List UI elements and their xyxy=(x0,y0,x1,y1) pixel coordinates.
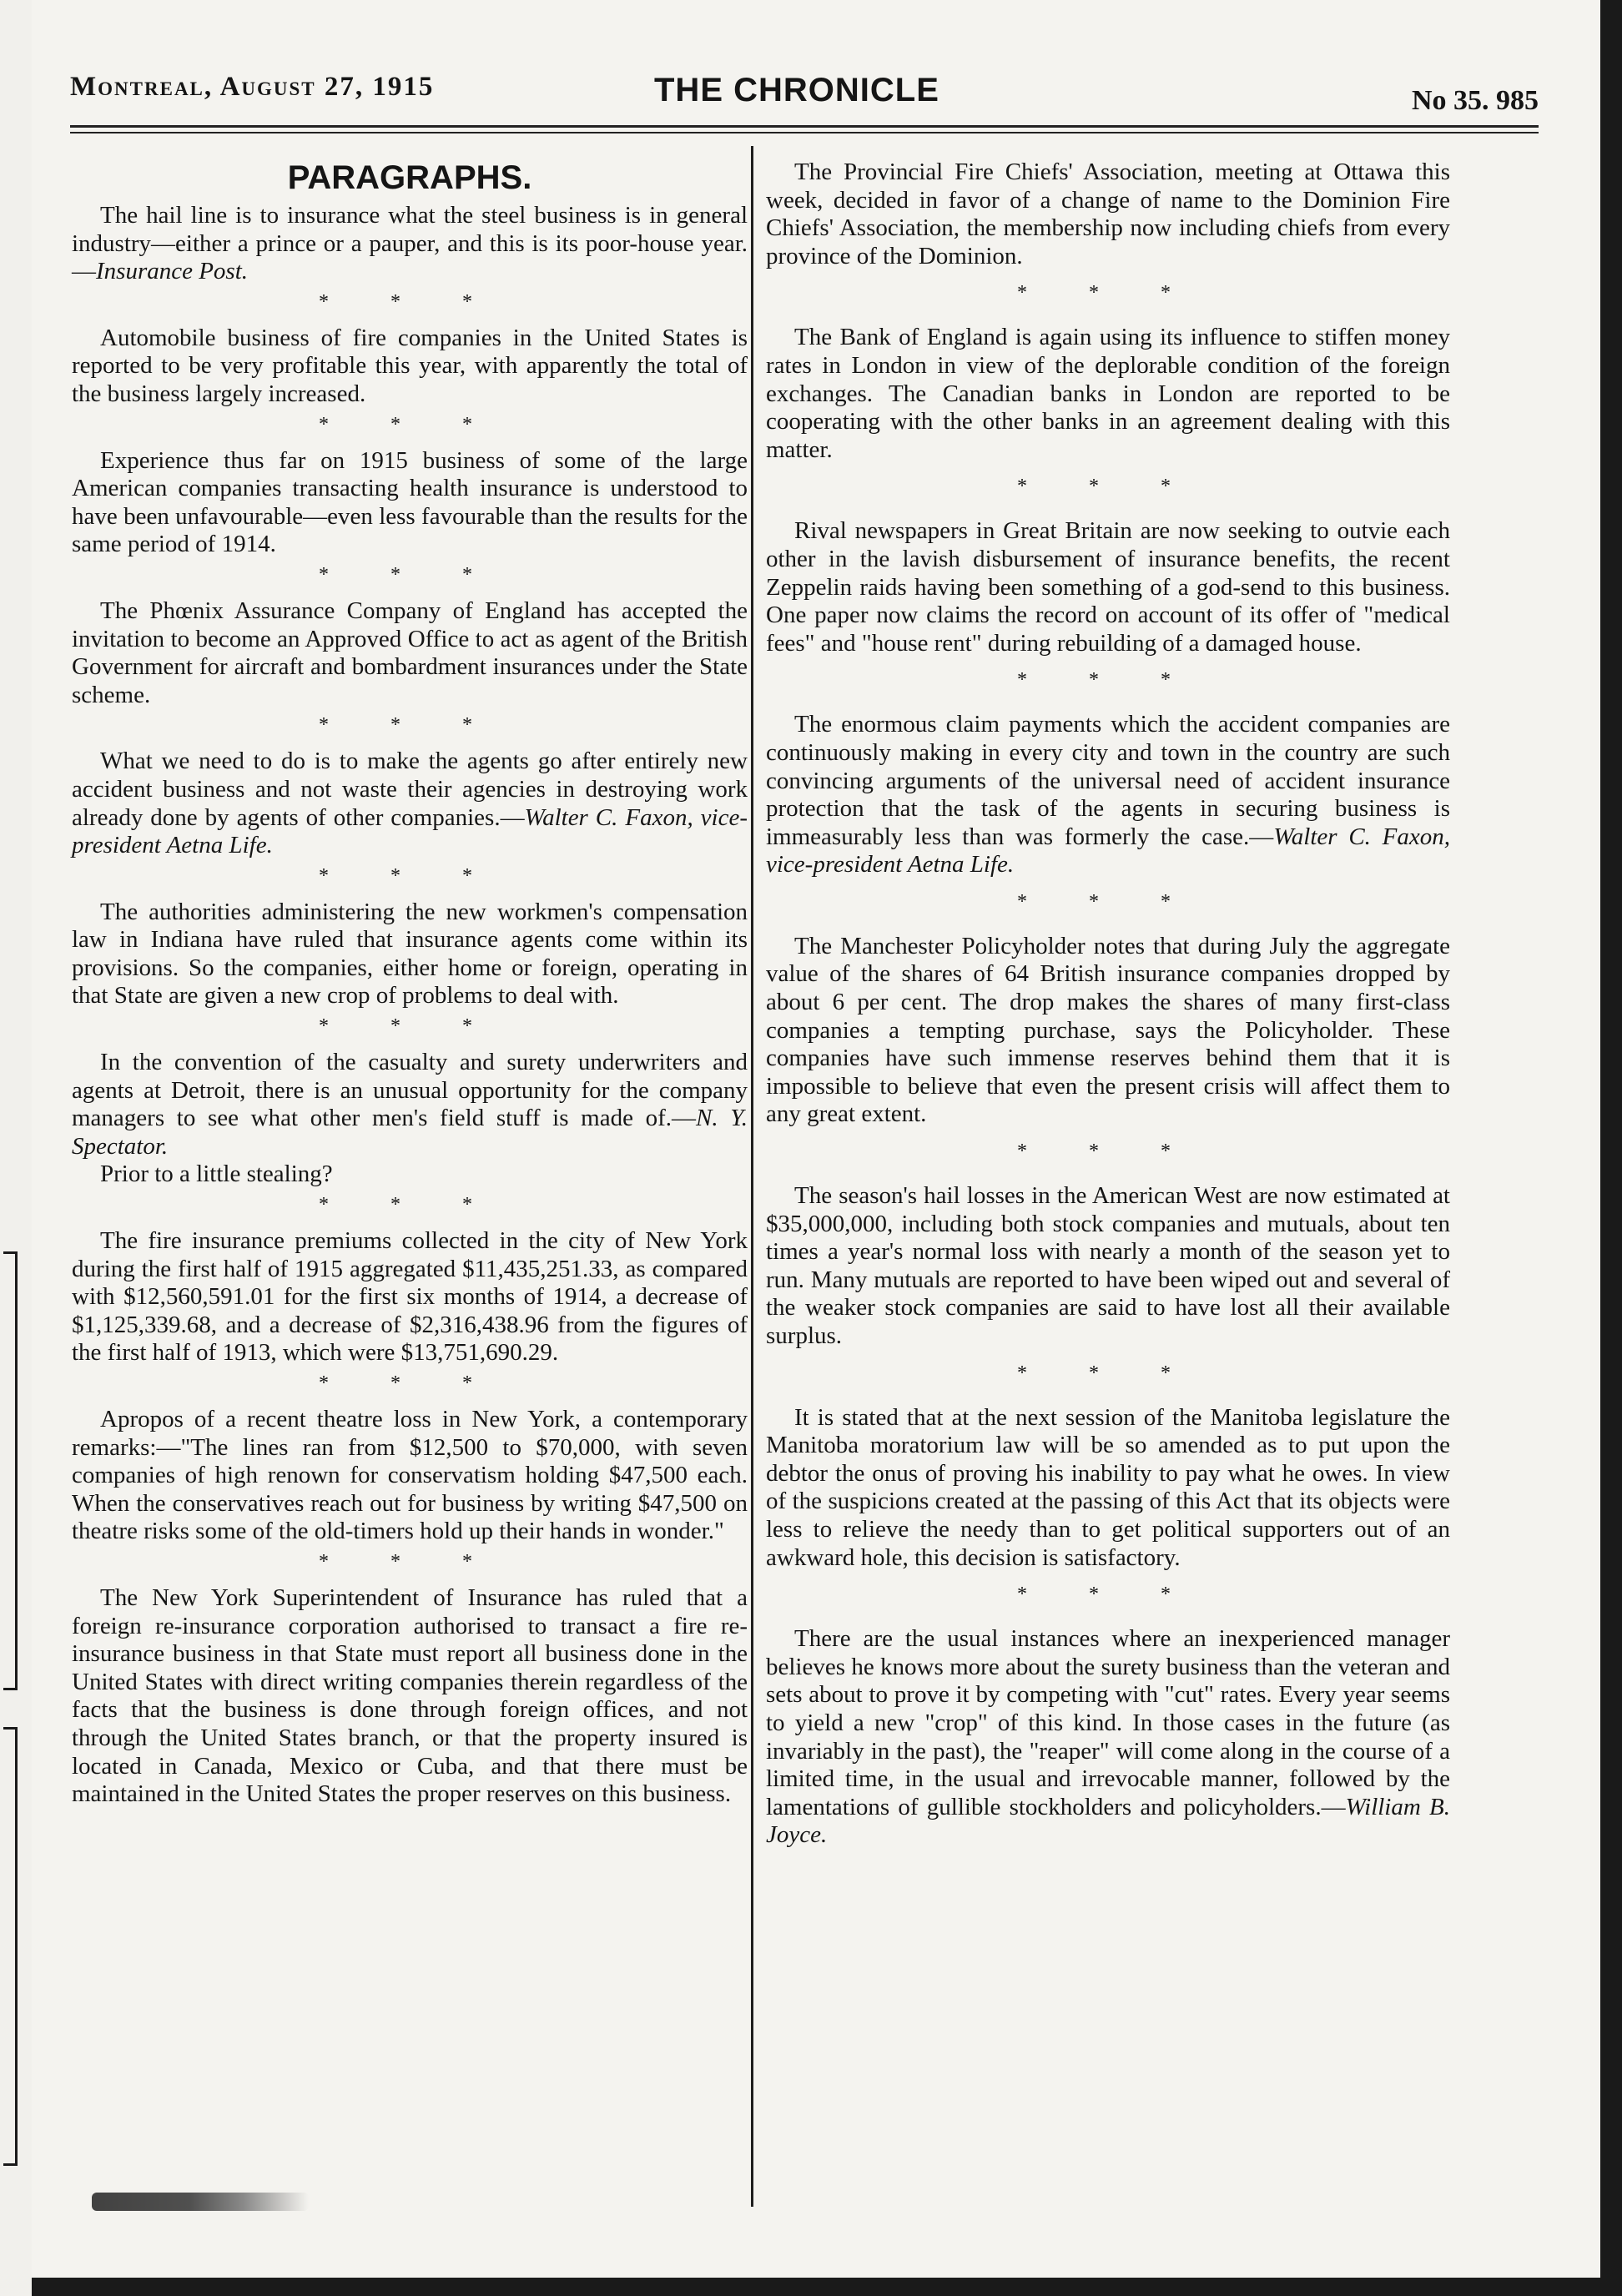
paragraph-attribution: William B. Joyce. xyxy=(766,1793,1450,1849)
article-paragraph xyxy=(72,1227,748,1367)
paragraph-text: The Provincial Fire Chiefs' Association, meeting at Ottawa this week, decided in favor of a change of name to the Dominion Fire Chiefs' Association, the membership now including chiefs from every province of the Dominion. xyxy=(766,159,1450,269)
page-header xyxy=(70,72,1539,130)
paragraph-text: The Phœnix Assurance Company of England has accepted the invitation to become an Approved Office to act as agent of the British Government for aircraft and bombardment insurances under the State scheme. xyxy=(72,597,748,708)
paragraph-text: The enormous claim payments which the accident companies are continuously making in every city and town in the country are such convincing arguments of the universal need of accident insurance protection that the task of the agents in securing business is immeasurably less than was formerly the case.— xyxy=(766,711,1450,850)
paragraph-text: The New York Superintendent of Insurance has ruled that a foreign re-insurance corporation authorised to transact a fire re-insurance business in that State must report all business done in the United States with direct writing companies therein regardless of the facts that the business is done through foreign offices, and not through the United States branch, or that the property insured is located in Canada, Mexico or Cuba, and that there must be maintained in the United States the proper reserves on this business. xyxy=(72,1584,748,1808)
article-paragraph xyxy=(766,933,1450,1129)
header-rule xyxy=(70,125,1539,128)
article-paragraph xyxy=(72,748,748,859)
header-rule xyxy=(70,132,1539,133)
section-separator: * * * xyxy=(1017,669,1199,692)
paragraph-text: Experience thus far on 1915 business of some of the large American companies transacting health insurance is understood to have been unfavourable—even less favourable than the results for the same period of 1914. xyxy=(72,446,748,558)
paragraph-attribution: Insurance Post. xyxy=(96,258,249,285)
left-paragraphs xyxy=(72,202,748,1809)
paragraph-text: The fire insurance premiums collected in the city of New York during the first half of 1915 aggregated $11,435,251.33, as compared with $12,560,591.01 for the first six months of 1914, a decrease of $1,125,339.68, and a decrease of $2,316,438.96 from the figures of the first half of 1913, which were $13,751,690.29. xyxy=(72,1227,748,1367)
article-paragraph xyxy=(72,1584,748,1809)
paragraph-text: It is stated that at the next session of the Manitoba legislature the Manitoba moratorium law will be so amended as to put upon the debtor the onus of proving his inability to pay what he owes. In view of the suspicions created at the passing of this Act that its objects were less to relieve the needy than to get political supporters out of an awkward hole, this decision is satisfactory. xyxy=(766,1403,1450,1571)
paragraph-text: In the convention of the casualty and surety underwriters and agents at Detroit, there is an unusual opportunity for the company managers to see what other men's field stuff is made of.— xyxy=(72,1049,748,1132)
paragraph-text: Automobile business of fire companies in the United States is reported to be very profitable this year, with apparently the total of the business largely increased. xyxy=(72,324,748,407)
paragraph-text: The Manchester Policyholder notes that during July the aggregate value of the shares of 64 British insurance companies dropped by about 6 per cent. The drop makes the shares of many first-class companies a tempting purchase, says the Policyholder. These companies have such immense reserves behind them that it is impossible to believe that even the present crisis will affect them to any great extent. xyxy=(766,932,1450,1128)
paragraph-text: There are the usual instances where an inexperienced manager believes he knows more about the surety business than the veteran and sets about to prove it by competing with "cut" rates. Every year seems to yield a new "crop" of this kind. In those cases in the future (as invariably in the past), the "reaper" will come along in the course of a limited time, in the usual and irrevocable manner, followed by the lamentations of gullible stockholders and policyholders.— xyxy=(766,1625,1450,1820)
paragraph-text: The authorities administering the new workmen's compensation law in Indiana have ruled that insurance agents come within its provisions. So the companies, either home or foreign, operating in that State are given a new crop of problems to deal with. xyxy=(72,898,748,1010)
column-divider xyxy=(751,146,753,2207)
section-separator: * * * xyxy=(1017,1140,1199,1163)
section-separator: * * * xyxy=(319,1550,501,1573)
article-paragraph xyxy=(72,202,748,286)
header-dateline: Montreal, August 27, 1915 xyxy=(70,72,435,102)
article-paragraph xyxy=(72,1049,748,1161)
article-paragraph xyxy=(766,517,1450,657)
article-paragraph xyxy=(72,447,748,559)
header-issue-page: No 35. 985 xyxy=(1411,85,1539,116)
paragraph-text: Apropos of a recent theatre loss in New York, a contemporary remarks:—"The lines ran from $12,500 to $70,000, with seven companies of high renown for conservatism holding $47,500 each. When the conservatives reach out for business by writing $47,500 on theatre risks some of the old-timers hold up their hands in wonder." xyxy=(72,1406,748,1545)
left-column xyxy=(72,159,748,1809)
ink-smudge xyxy=(92,2193,309,2211)
section-separator: * * * xyxy=(319,1372,501,1394)
paragraph-attribution: Walter C. Faxon, vice-president Aetna Life. xyxy=(72,803,748,859)
article-paragraph xyxy=(72,899,748,1010)
edge-bracket-mark xyxy=(3,1727,18,2166)
section-separator: * * * xyxy=(1017,282,1199,305)
paragraph-attribution: Walter C. Faxon, vice-president Aetna Life. xyxy=(766,823,1450,879)
page-left-margin xyxy=(0,0,32,2296)
article-paragraph xyxy=(766,159,1450,270)
section-separator: * * * xyxy=(319,563,501,586)
section-separator: * * * xyxy=(1017,476,1199,498)
section-separator: * * * xyxy=(319,1015,501,1038)
article-paragraph xyxy=(72,325,748,409)
article-paragraph xyxy=(72,597,748,709)
section-separator: * * * xyxy=(1017,890,1199,913)
article-paragraph xyxy=(766,711,1450,879)
section-separator: * * * xyxy=(319,714,501,737)
paragraph-text: What we need to do is to make the agents go after entirely new accident business and not waste their agencies in destroying work already done by agents of other companies.— xyxy=(72,748,748,831)
section-separator: * * * xyxy=(319,1194,501,1216)
section-separator: * * * xyxy=(1017,1584,1199,1606)
paragraph-aside: Prior to a little stealing? xyxy=(100,1161,333,1188)
paragraph-attribution: N. Y. Spectator. xyxy=(72,1105,748,1160)
paragraph-text: Rival newspapers in Great Britain are now seeking to outvie each other in the lavish disbursement of insurance benefits, the recent Zeppelin raids having been something of a god-send to this business. One paper now claims the record on account of its offer of "medical fees" and "house rent" during rebuilding of a damaged house. xyxy=(766,517,1450,657)
section-separator: * * * xyxy=(319,864,501,887)
right-paragraphs xyxy=(766,159,1450,1850)
section-title: PARAGRAPHS. xyxy=(287,159,532,196)
article-paragraph xyxy=(766,1625,1450,1850)
edge-bracket-mark xyxy=(3,1251,18,1690)
header-publication-title: THE CHRONICLE xyxy=(654,72,939,108)
article-paragraph xyxy=(72,1406,748,1546)
paragraph-text: The season's hail losses in the American West are now estimated at $35,000,000, including both stock companies and mutuals, about ten times a year's normal loss with nearly a month of the season yet to run. Many mutuals are reported to have been wiped out and several of the weaker stock companies are said to have lost all their available surplus. xyxy=(766,1182,1450,1349)
paragraph-text: The Bank of England is again using its influence to stiffen money rates in London in view of the deplorable condition of the foreign exchanges. The Canadian banks in London are reported to be cooperating with the other banks in an agreement dealing with this matter. xyxy=(766,324,1450,463)
section-separator: * * * xyxy=(1017,1362,1199,1384)
section-separator: * * * xyxy=(319,413,501,436)
right-column xyxy=(766,159,1450,1850)
paragraph-text: The hail line is to insurance what the steel business is in general industry—either a prince or a pauper, and this is its poor-house year.— xyxy=(72,202,748,285)
article-paragraph xyxy=(766,1404,1450,1573)
section-separator: * * * xyxy=(319,290,501,313)
article-paragraph xyxy=(766,1182,1450,1351)
article-paragraph xyxy=(766,324,1450,464)
